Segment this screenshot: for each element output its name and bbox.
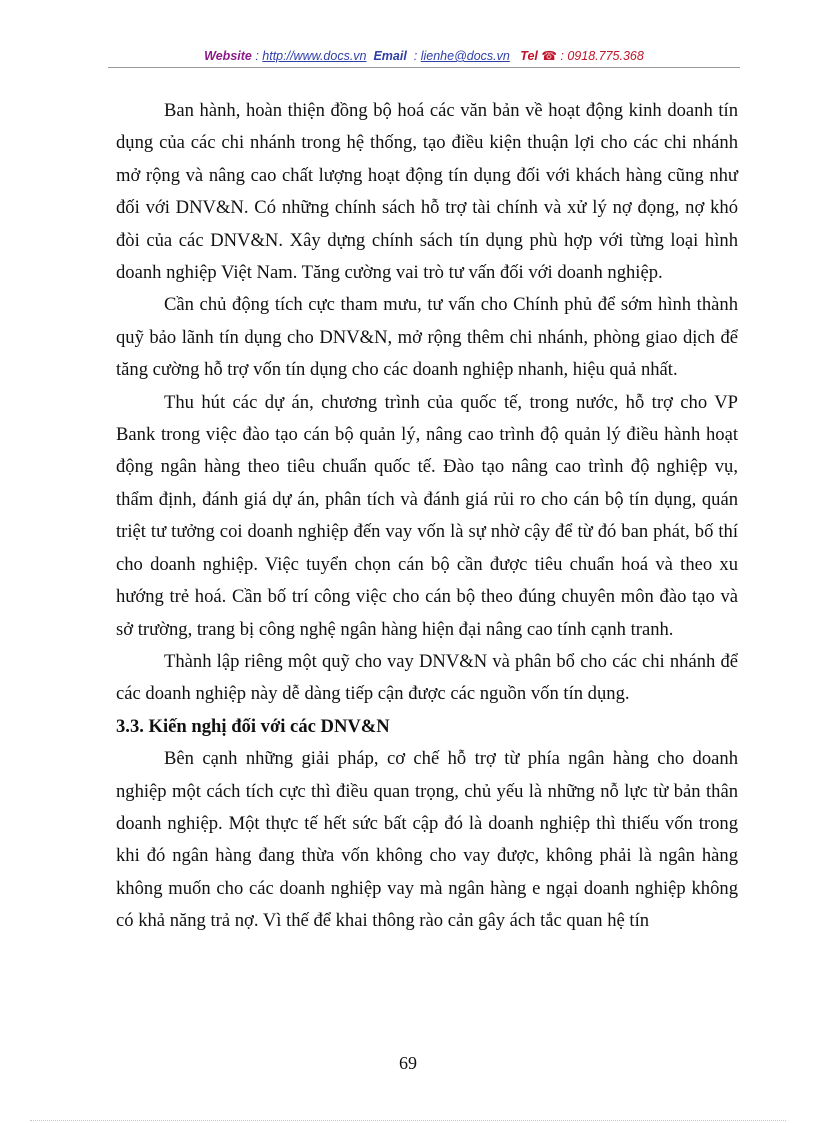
section-heading: 3.3. Kiến nghị đối với các DNV&N xyxy=(116,715,390,737)
header-divider xyxy=(108,67,740,68)
phone-icon: ☎ xyxy=(537,49,557,63)
tel-label: Tel xyxy=(520,49,538,63)
document-body xyxy=(116,95,738,938)
page-number: 69 xyxy=(399,1053,417,1073)
phone-number: 0918.775.368 xyxy=(567,49,644,63)
website-label: Website xyxy=(204,49,252,63)
paragraph: Thu hút các dự án, chương trình của quốc tế, trong nước, hỗ trợ cho VP Bank trong việc đào tạo cán bộ quản lý, nâng cao trình độ quản lý điều hành hoạt động ngân hàng theo tiêu chuẩn quốc tế. Đào tạo nâng cao trình độ nghiệp vụ, thẩm định, đánh giá dự án, phân tích và đánh giá rủi ro cho cán bộ tín dụng, quán triệt tư tưởng coi doanh nghiệp đến vay vốn là sự nhờ cậy để từ đó ban phát, bố thí cho doanh nghiệp. Việc tuyển chọn cán bộ cần được tiêu chuẩn hoá và theo xu hướng trẻ hoá. Cần bố trí công việc cho cán bộ theo đúng chuyên môn đào tạo và sở trường, trang bị công nghệ ngân hàng hiện đại nâng cao tính cạnh tranh. xyxy=(116,391,738,640)
paragraph: Bên cạnh những giải pháp, cơ chế hỗ trợ từ phía ngân hàng cho doanh nghiệp một cách tích cực thì điều quan trọng, chủ yếu là những nỗ lực từ bản thân doanh nghiệp. Một thực tế hết sức bất cập đó là doanh nghiệp thì thiếu vốn trong khi đó ngân hàng đang thừa vốn không cho vay được, không phải là ngân hàng không muốn cho các doanh nghiệp vay mà ngân hàng e ngại doanh nghiệp không có khả năng trả nợ. Vì thế để khai thông rào cản gây ách tắc quan hệ tín xyxy=(116,748,738,932)
email-link[interactable]: lienhe@docs.vn xyxy=(420,49,510,63)
page-header: Website : http://www.docs.vn Email : lienhe@docs.vn Tel ☎ : 0918.775.368 xyxy=(204,49,644,63)
email-label: Email xyxy=(373,49,407,63)
paragraph: Thành lập riêng một quỹ cho vay DNV&N và phân bổ cho các chi nhánh để các doanh nghiệp này dễ dàng tiếp cận được các nguồn vốn tín dụng. xyxy=(116,650,738,705)
website-link[interactable]: http://www.docs.vn xyxy=(262,49,367,63)
paragraph: Cần chủ động tích cực tham mưu, tư vấn cho Chính phủ để sớm hình thành quỹ bảo lãnh tín dụng cho DNV&N, mở rộng thêm chi nhánh, phòng giao dịch để tăng cường hỗ trợ vốn tín dụng cho các doanh nghiệp nhanh, hiệu quả nhất. xyxy=(116,294,738,381)
footer-divider xyxy=(30,1120,786,1121)
paragraph: Ban hành, hoàn thiện đồng bộ hoá các văn bản về hoạt động kinh doanh tín dụng của các chi nhánh trong hệ thống, tạo điều kiện thuận lợi cho các chi nhánh mở rộng và nâng cao chất lượng hoạt động tín dụng đối với khách hàng cũng như đối với DNV&N. Có những chính sách hỗ trợ tài chính và xử lý nợ đọng, nợ khó đòi của các DNV&N. Xây dựng chính sách tín dụng phù hợp với từng loại hình doanh nghiệp Việt Nam. Tăng cường vai trò tư vấn đối với doanh nghiệp. xyxy=(116,100,738,284)
